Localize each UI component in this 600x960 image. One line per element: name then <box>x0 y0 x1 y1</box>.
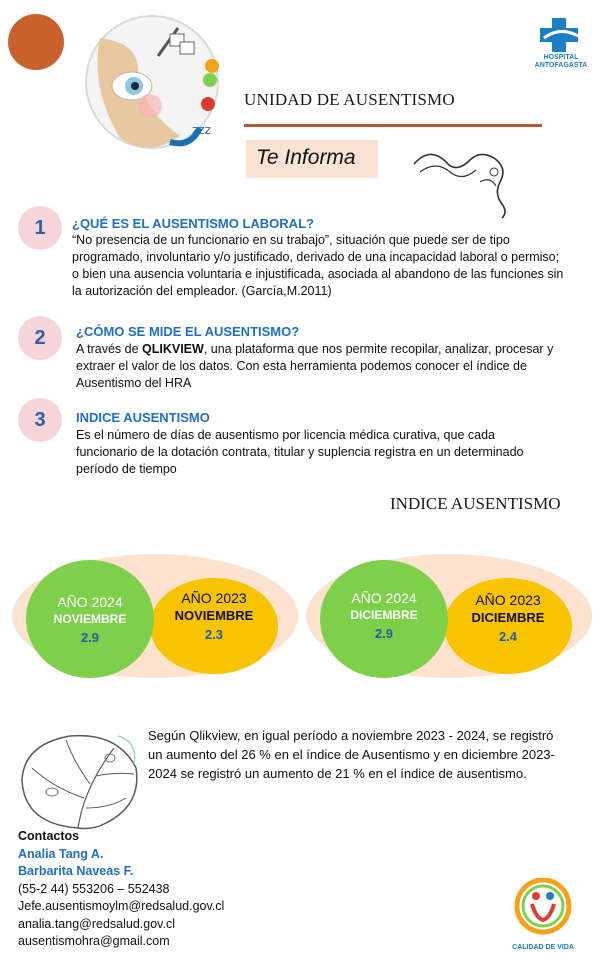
bubble-2024-noviembre <box>26 560 154 678</box>
year-label: AÑO 2023 <box>181 590 247 606</box>
month-label: DICIEMBRE <box>471 610 545 625</box>
index-value: 2.4 <box>498 629 518 644</box>
index-value: 2.9 <box>80 630 100 645</box>
bubble-2023-noviembre <box>150 578 278 674</box>
contact-phone: (55-2 44) 553206 – 552438 <box>18 881 170 896</box>
section-3-title: INDICE AUSENTISMO <box>76 410 210 425</box>
index-value: 2.9 <box>374 626 394 641</box>
logo-line2: ANTOFAGASTA <box>534 62 588 69</box>
decorative-flourish <box>410 142 520 220</box>
month-label: DICIEMBRE <box>350 608 418 622</box>
qlikview-highlight: QLIKVIEW <box>142 342 204 356</box>
contact-email[interactable]: Jefe.ausentismoylm@redsalud.gov.cl <box>18 899 225 913</box>
section-1-title: ¿QUÉ ES EL AUSENTISMO LABORAL? <box>72 216 314 231</box>
year-label: AÑO 2024 <box>57 594 123 610</box>
section-2-body-pre: A través de <box>76 342 143 356</box>
month-label: NOVIEMBRE <box>53 612 127 626</box>
unit-title: UNIDAD DE AUSENTISMO <box>244 90 455 109</box>
section-2-number: 2 <box>18 316 62 360</box>
contacts-heading: Contactos <box>18 829 80 843</box>
title-divider <box>244 124 542 127</box>
section-2-title: ¿CÓMO SE MIDE EL AUSENTISMO? <box>76 324 300 339</box>
year-label: AÑO 2023 <box>475 592 541 608</box>
hospital-logo <box>530 14 592 76</box>
section-1-body: “No presencia de un funcionario en su trabajo”, situación que puede ser de tipo programado, involuntario y/o justificado, derivado de una incapacidad laboral o permiso; o bien una ausencia voluntaria e injustificada, asociada al abandono de las funciones sin la autorización del empleador. (García,M.2011) <box>72 233 564 298</box>
summary-text: Según Qlikview, en igual período a noviembre 2023 - 2024, se registró un aumento del 26 % en el índice de Ausentismo y en diciembre 2023-2024 se registró un aumento de 21 % en el índice de ausentismo. <box>148 728 555 781</box>
section-2-body-post: , una plataforma que nos permite recopilar, analizar, procesar y extraer el valor de los datos. Con esta herramienta podemos conocer el índice de Ausentismo del HRA <box>76 342 554 390</box>
section-3-number: 3 <box>18 398 62 442</box>
bubble-2023-diciembre <box>444 578 572 674</box>
logo-line1: HOSPITAL <box>543 54 579 61</box>
contacts-block <box>18 828 224 951</box>
contact-name: Barbarita Naveas F. <box>18 864 134 878</box>
monstera-leaf-illustration <box>14 728 144 834</box>
section-1-number: 1 <box>18 206 62 250</box>
index-value: 2.3 <box>204 627 224 642</box>
year-label: AÑO 2024 <box>351 590 417 606</box>
informa-label: Te Informa <box>256 146 356 169</box>
contact-email[interactable]: analia.tang@redsalud.gov.cl <box>18 916 176 931</box>
month-label: NOVIEMBRE <box>174 608 254 623</box>
section-3-body: Es el número de días de ausentismo por licencia médica curativa, que cada funcionario de la dotación contrata, titular y suplencia registra en un determinado período de tiempo <box>76 428 524 476</box>
bubble-2024-diciembre <box>320 560 448 678</box>
sleepy-clock-illustration <box>60 8 240 158</box>
decorative-orange-circle <box>8 14 64 70</box>
indice-title: INDICE AUSENTISMO <box>390 494 561 513</box>
section-2-body <box>76 341 556 392</box>
calidad-de-vida-logo <box>512 878 574 944</box>
contact-email[interactable]: ausentismohra@gmail.com <box>18 934 170 948</box>
contact-name: Analia Tang A. <box>18 846 104 861</box>
svg-text:zzz: zzz <box>192 123 211 137</box>
bottom-logo-text: CALIDAD DE VIDA <box>512 944 574 951</box>
hospital-cross-icon <box>530 14 592 54</box>
informa-banner <box>246 140 378 178</box>
